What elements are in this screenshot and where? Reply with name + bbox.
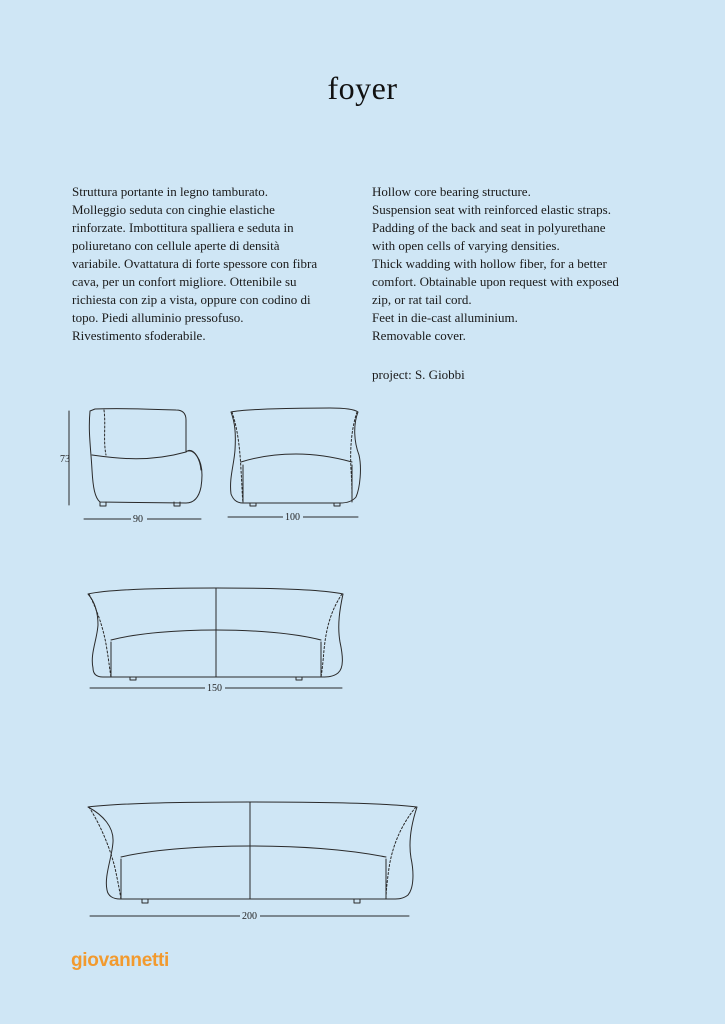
dimension-width-label: 200 (242, 911, 257, 922)
dimension-height-label: 73 (60, 454, 70, 465)
dimension-width-label: 150 (207, 683, 222, 694)
product-title: foyer (327, 70, 398, 106)
dimension-width-label: 100 (285, 512, 300, 523)
armchair-side-view (69, 409, 202, 519)
description-line: Molleggio seduta con cinghie elastiche (72, 202, 275, 217)
description-line: comfort. Obtainable upon request with exposed (372, 274, 619, 289)
description-line: richiesta con zip a vista, oppure con codino di (72, 292, 311, 307)
description-line: Removable cover. (372, 328, 466, 343)
designer-credit: project: S. Giobbi (372, 367, 465, 382)
description-line: Feet in die-cast alluminium. (372, 310, 518, 325)
description-line: with open cells of varying densities. (372, 238, 560, 253)
armchair-front-view (228, 408, 360, 517)
description-line: topo. Piedi alluminio pressofuso. (72, 310, 244, 325)
description-line: Padding of the back and seat in polyurethane (372, 220, 606, 235)
description-line: Rivestimento sfoderabile. (72, 328, 206, 343)
description-line: variabile. Ovattatura di forte spessore con fibra (72, 256, 318, 271)
description-line: rinforzate. Imbottitura spalliera e seduta in (72, 220, 294, 235)
description-line: poliuretano con cellule aperte di densità (72, 238, 280, 253)
description-line: Hollow core bearing structure. (372, 184, 531, 199)
description-line: cava, per un confort migliore. Ottenibile su (72, 274, 297, 289)
sofa-150-front-view (88, 588, 343, 688)
description-line: Thick wadding with hollow fiber, for a better (372, 256, 607, 271)
dimension-depth-label: 90 (133, 514, 143, 525)
description-line: zip, or rat tail cord. (372, 292, 472, 307)
description-line: Struttura portante in legno tamburato. (72, 184, 269, 199)
description-line: Suspension seat with reinforced elastic straps. (372, 202, 611, 217)
brand-logo: giovannetti (71, 950, 170, 971)
sofa-200-front-view (88, 802, 417, 916)
